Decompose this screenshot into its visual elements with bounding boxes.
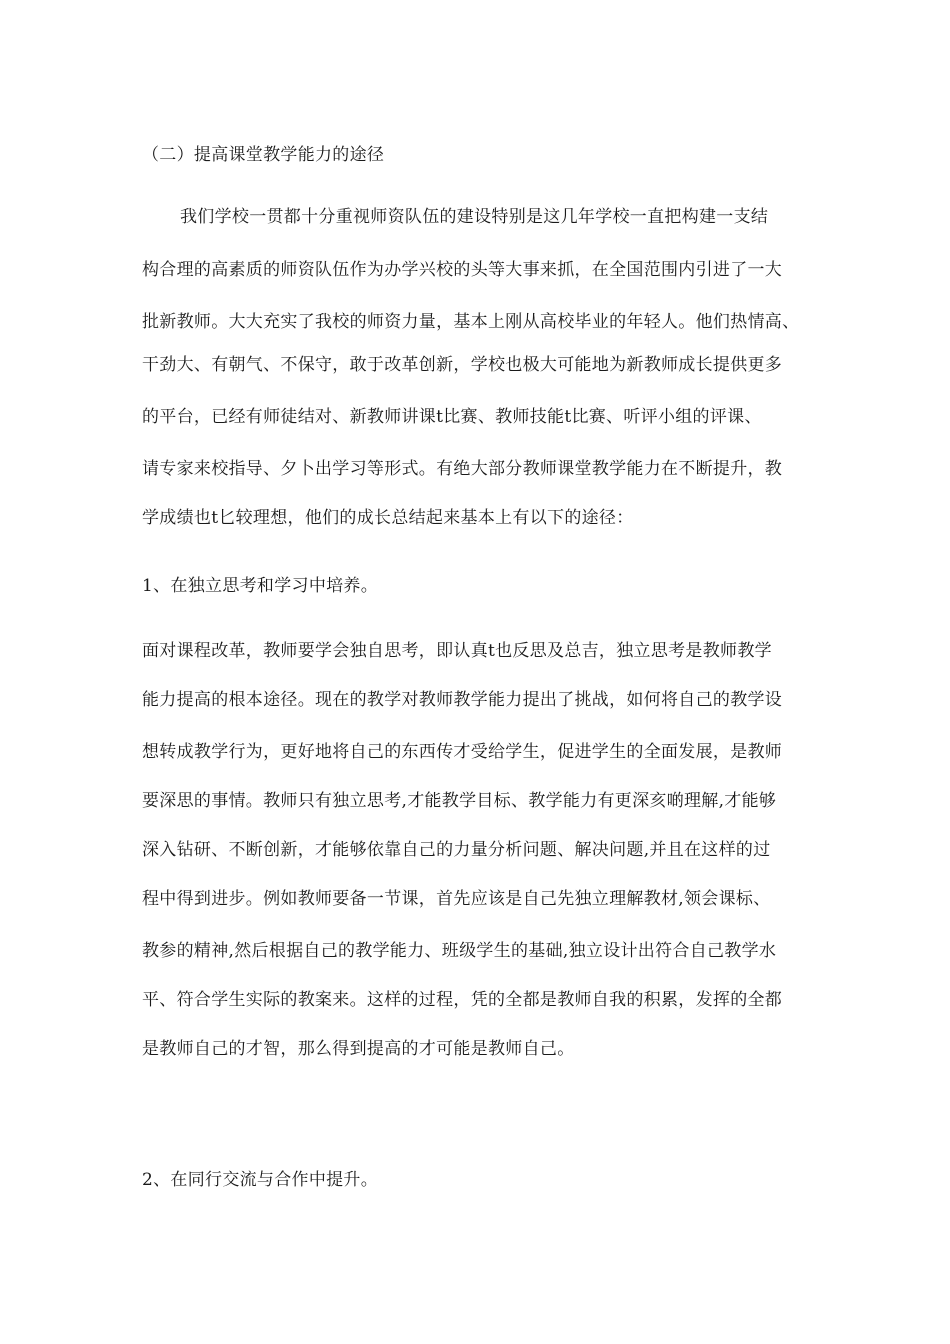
paragraph-line: 想转成教学行为，更好地将自己的东西传才受给学生，促进学生的全面发展，是教师	[142, 742, 783, 762]
point-1-heading: 1、在独立思考和学习中培养。	[142, 576, 379, 596]
paragraph-line: 学成绩也t匕较理想，他们的成长总结起来基本上有以下的途径：	[142, 508, 634, 528]
paragraph-line: 的平台，已经有师徒结对、新教师讲课t比赛、教师技能t比赛、听评小组的评课、	[142, 407, 762, 427]
paragraph-line: 构合理的高素质的师资队伍作为办学兴校的头等大事来抓，在全国范围内引进了一大	[142, 260, 783, 280]
paragraph-line: 批新教师。大大充实了我校的师资力量，基本上刚从高校毕业的年轻人。他们热情高、	[142, 312, 800, 332]
paragraph-line: 请专家来校指导、夕卜出学习等形式。有绝大部分教师课堂教学能力在不断提升，教	[142, 459, 783, 479]
paragraph-line: 我们学校一贯都十分重视师资队伍的建设特别是这几年学校一直把构建一支结	[180, 207, 769, 227]
paragraph-line: 能力提高的根本途径。现在的教学对教师教学能力提出了挑战，如何将自己的教学设	[142, 690, 783, 710]
paragraph-line: 程中得到进步。例如教师要备一节课，首先应该是自己先独立理解教材,领会课标、	[142, 889, 771, 909]
paragraph-line: 是教师自己的才智，那么得到提高的才可能是教师自己。	[142, 1039, 575, 1059]
paragraph-line: 面对课程改革，教师要学会独自思考，即认真t也反思及总吉，独立思考是教师教学	[142, 641, 772, 661]
section-heading: （二）提高课堂教学能力的途径	[142, 145, 385, 165]
paragraph-line: 教参的精神,然后根据自己的教学能力、班级学生的基础,独立设计出符合自己教学水	[142, 941, 777, 961]
point-2-heading: 2、在同行交流与合作中提升。	[142, 1170, 379, 1190]
paragraph-line: 深入钻研、不断创新，才能够依靠自己的力量分析问题、解决问题,并且在这样的过	[142, 840, 771, 860]
paragraph-line: 平、符合学生实际的教案来。这样的过程，凭的全都是教师自我的积累，发挥的全都	[142, 990, 783, 1010]
paragraph-line: 干劲大、有朝气、不保守，敢于改革创新，学校也极大可能地为新教师成长提供更多	[142, 355, 783, 375]
paragraph-line: 要深思的事情。教师只有独立思考,才能教学目标、教学能力有更深亥啲理解,才能够	[142, 791, 777, 811]
